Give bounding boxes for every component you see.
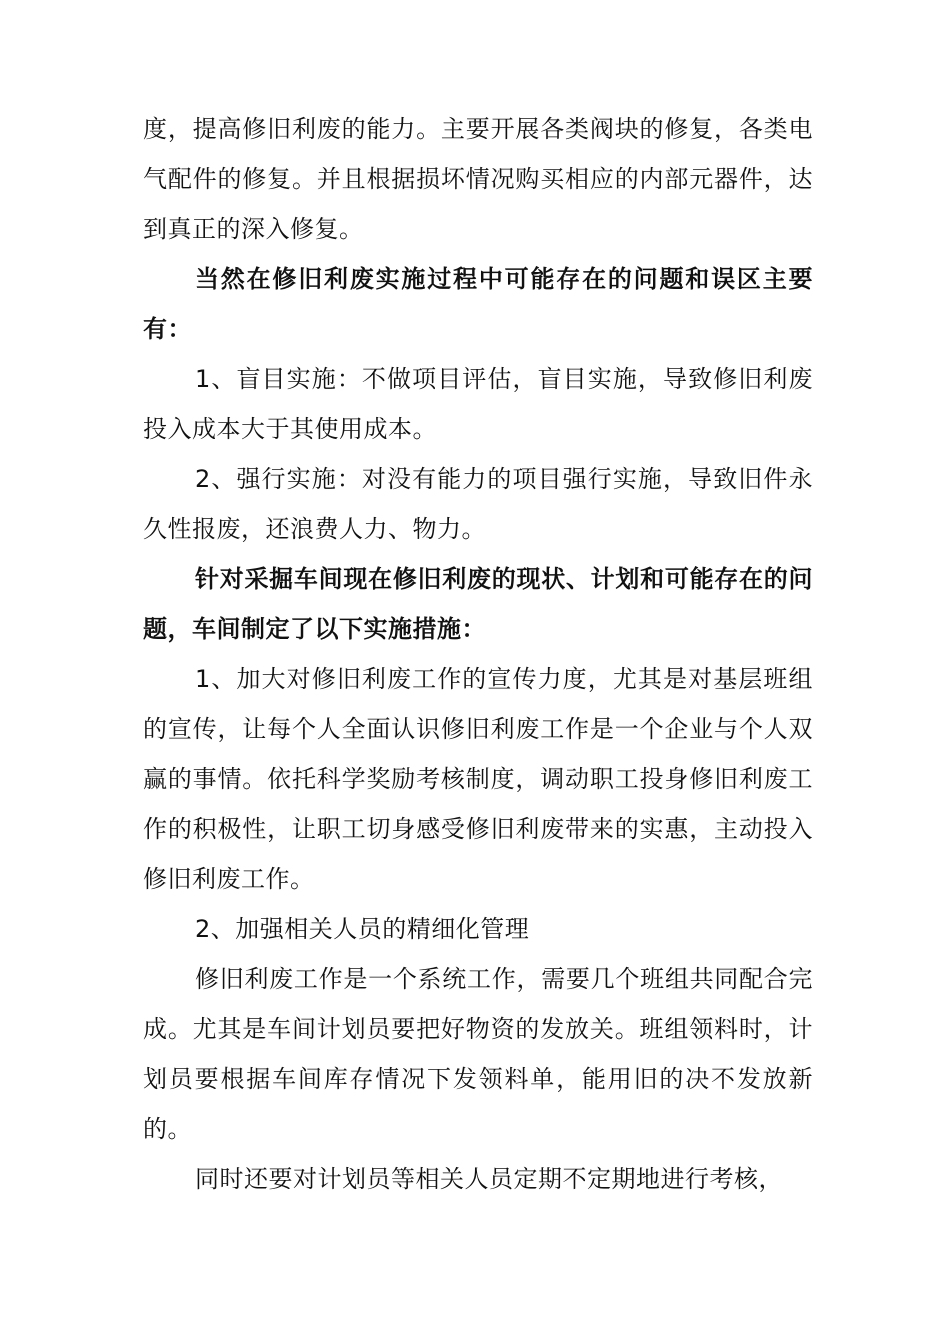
list-item-blind-implementation: 1、盲目实施：不做项目评估，盲目实施，导致修旧利废投入成本大于其使用成本。: [143, 365, 813, 443]
paragraph-assessment: 同时还要对计划员等相关人员定期不定期地进行考核，: [195, 1165, 783, 1193]
document-page: [143, 104, 813, 1204]
paragraph-continuation: 度，提高修旧利废的能力。主要开展各类阀块的修复，各类电气配件的修复。并且根据损坏情况购买相应的内部元器件，达到真正的深入修复。: [143, 115, 813, 243]
list-item-management: 2、加强相关人员的精细化管理: [195, 915, 530, 943]
heading-problems: 当然在修旧利废实施过程中可能存在的问题和误区主要有：: [143, 265, 813, 343]
list-item-forced-implementation: 2、强行实施：对没有能力的项目强行实施，导致旧件永久性报废，还浪费人力、物力。: [143, 465, 813, 543]
paragraph-system-work: 修旧利废工作是一个系统工作，需要几个班组共同配合完成。尤其是车间计划员要把好物资的发放关。班组领料时，计划员要根据车间库存情况下发领料单，能用旧的决不发放新的。: [143, 965, 813, 1143]
list-item-publicity: 1、加大对修旧利废工作的宣传力度，尤其是对基层班组的宣传，让每个人全面认识修旧利废工作是一个企业与个人双赢的事情。依托科学奖励考核制度，调动职工投身修旧利废工作的积极性，让职工切身感受修旧利废带来的实惠，主动投入修旧利废工作。: [143, 665, 813, 893]
heading-measures: 针对采掘车间现在修旧利废的现状、计划和可能存在的问题，车间制定了以下实施措施：: [143, 565, 813, 643]
